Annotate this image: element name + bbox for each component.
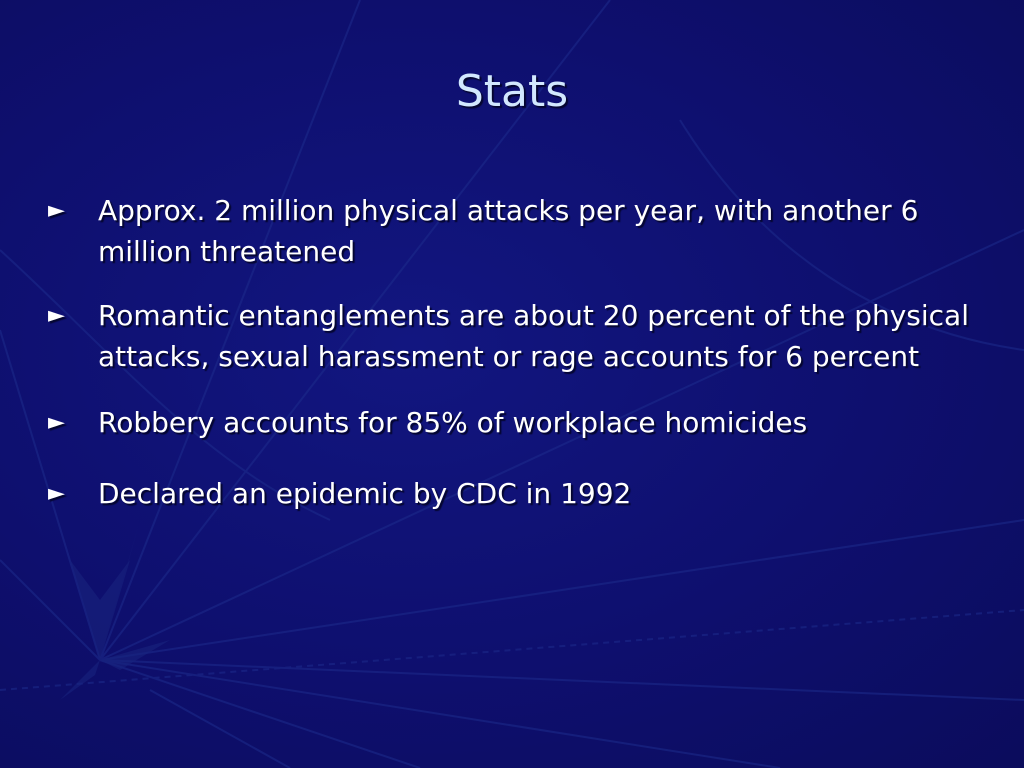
slide-title: Stats xyxy=(455,66,569,117)
bullet-marker-icon: ► xyxy=(48,410,65,435)
bullet-list xyxy=(48,190,978,514)
bullet-text: Approx. 2 million physical attacks per year, with another 6 million threatened xyxy=(98,194,919,268)
bullet-item xyxy=(48,295,978,377)
bullet-text: Declared an epidemic by CDC in 1992 xyxy=(98,477,632,510)
bullet-item xyxy=(48,190,978,272)
bullet-marker-icon: ► xyxy=(48,481,65,506)
bullet-text: Robbery accounts for 85% of workplace homicides xyxy=(98,406,808,439)
bullet-text: Romantic entanglements are about 20 percent of the physical attacks, sexual harassment or rage accounts for 6 percent xyxy=(98,299,969,373)
bullet-item xyxy=(48,473,978,514)
bullet-marker-icon: ► xyxy=(48,303,65,328)
bullet-item xyxy=(48,402,978,443)
bullet-marker-icon: ► xyxy=(48,198,65,223)
